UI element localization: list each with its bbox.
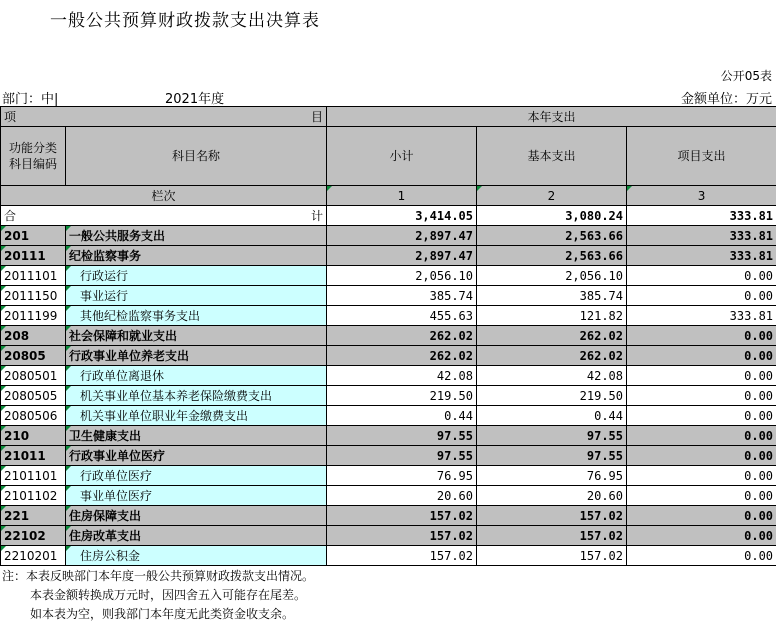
row-code: 2101102	[1, 486, 66, 506]
form-code: 公开05表	[721, 67, 772, 84]
row-name: 事业单位医疗	[66, 486, 327, 506]
header-subject-name: 科目名称	[66, 127, 327, 186]
row-name: 行政单位离退休	[66, 366, 327, 386]
total-project: 333.81	[627, 206, 776, 226]
row-name: 一般公共服务支出	[66, 226, 327, 246]
row-code: 208	[1, 326, 66, 346]
row-name: 住房公积金	[66, 546, 327, 566]
row-subtotal: 2,897.47	[327, 226, 477, 246]
row-basic: 97.55	[477, 426, 627, 446]
header-col-1: 1	[327, 186, 477, 206]
table-row	[1, 286, 776, 306]
row-name: 行政运行	[66, 266, 327, 286]
row-basic: 20.60	[477, 486, 627, 506]
row-code: 20805	[1, 346, 66, 366]
note-2: 本表金额转换成万元时，因四舍五入可能存在尾差。	[2, 586, 314, 605]
header-col-index: 栏次	[1, 186, 327, 206]
expenditure-table	[0, 106, 776, 566]
row-basic: 262.02	[477, 346, 627, 366]
row-name: 住房保障支出	[66, 506, 327, 526]
row-project: 0.00	[627, 406, 776, 426]
total-row	[1, 206, 776, 226]
row-name: 机关事业单位职业年金缴费支出	[66, 406, 327, 426]
row-name: 其他纪检监察事务支出	[66, 306, 327, 326]
row-subtotal: 157.02	[327, 526, 477, 546]
row-subtotal: 0.44	[327, 406, 477, 426]
row-basic: 97.55	[477, 446, 627, 466]
note-3: 如本表为空，则我部门本年度无此类资金收支余。	[2, 605, 314, 624]
row-subtotal: 97.55	[327, 426, 477, 446]
row-code: 2080505	[1, 386, 66, 406]
row-basic: 0.44	[477, 406, 627, 426]
row-code: 21011	[1, 446, 66, 466]
row-project: 0.00	[627, 346, 776, 366]
table-row	[1, 366, 776, 386]
table-row	[1, 446, 776, 466]
row-basic: 157.02	[477, 506, 627, 526]
table-row	[1, 346, 776, 366]
row-subtotal: 157.02	[327, 546, 477, 566]
row-basic: 76.95	[477, 466, 627, 486]
row-project: 0.00	[627, 266, 776, 286]
row-code: 2101101	[1, 466, 66, 486]
row-project: 333.81	[627, 306, 776, 326]
row-basic: 262.02	[477, 326, 627, 346]
row-name: 行政事业单位医疗	[66, 446, 327, 466]
header-basic: 基本支出	[477, 127, 627, 186]
row-code: 2011150	[1, 286, 66, 306]
row-project: 333.81	[627, 246, 776, 266]
total-subtotal: 3,414.05	[327, 206, 477, 226]
row-subtotal: 385.74	[327, 286, 477, 306]
row-name: 卫生健康支出	[66, 426, 327, 446]
row-subtotal: 2,897.47	[327, 246, 477, 266]
row-code: 2011199	[1, 306, 66, 326]
unit-label: 金额单位：万元	[681, 88, 772, 107]
row-basic: 2,056.10	[477, 266, 627, 286]
note-1: 注：本表反映部门本年度一般公共预算财政拨款支出情况。	[2, 567, 314, 586]
row-subtotal: 219.50	[327, 386, 477, 406]
row-basic: 121.82	[477, 306, 627, 326]
row-basic: 2,563.66	[477, 226, 627, 246]
row-project: 0.00	[627, 326, 776, 346]
row-project: 0.00	[627, 446, 776, 466]
row-project: 0.00	[627, 546, 776, 566]
table-row	[1, 486, 776, 506]
notes	[2, 567, 314, 624]
row-basic: 2,563.66	[477, 246, 627, 266]
table-row	[1, 266, 776, 286]
row-code: 20111	[1, 246, 66, 266]
table-row	[1, 246, 776, 266]
row-name: 行政单位医疗	[66, 466, 327, 486]
row-basic: 385.74	[477, 286, 627, 306]
total-label	[1, 206, 327, 226]
total-basic: 3,080.24	[477, 206, 627, 226]
row-project: 333.81	[627, 226, 776, 246]
row-subtotal: 97.55	[327, 446, 477, 466]
row-subtotal: 455.63	[327, 306, 477, 326]
row-name: 纪检监察事务	[66, 246, 327, 266]
row-subtotal: 2,056.10	[327, 266, 477, 286]
row-code: 2210201	[1, 546, 66, 566]
row-name: 行政事业单位养老支出	[66, 346, 327, 366]
row-project: 0.00	[627, 526, 776, 546]
header-project: 项目支出	[627, 127, 776, 186]
header-subtotal: 小计	[327, 127, 477, 186]
row-subtotal: 262.02	[327, 346, 477, 366]
table-row	[1, 466, 776, 486]
row-project: 0.00	[627, 366, 776, 386]
table-row	[1, 386, 776, 406]
total-label-left: 合	[4, 207, 16, 224]
header-item-right: 目	[311, 108, 323, 125]
table-row	[1, 546, 776, 566]
row-code: 210	[1, 426, 66, 446]
table-row	[1, 326, 776, 346]
table-row	[1, 426, 776, 446]
row-basic: 219.50	[477, 386, 627, 406]
row-basic: 157.02	[477, 526, 627, 546]
row-project: 0.00	[627, 486, 776, 506]
row-project: 0.00	[627, 286, 776, 306]
header-col-3: 3	[627, 186, 776, 206]
table-row	[1, 406, 776, 426]
row-code: 2080501	[1, 366, 66, 386]
row-project: 0.00	[627, 506, 776, 526]
row-name: 社会保障和就业支出	[66, 326, 327, 346]
row-project: 0.00	[627, 426, 776, 446]
header-current-year: 本年支出	[327, 107, 776, 127]
table-row	[1, 226, 776, 246]
year-label: 2021年度	[165, 88, 224, 107]
table-row	[1, 306, 776, 326]
header-item-left: 项	[4, 108, 16, 125]
table-row	[1, 526, 776, 546]
row-name: 机关事业单位基本养老保险缴费支出	[66, 386, 327, 406]
table-row	[1, 506, 776, 526]
row-name: 事业运行	[66, 286, 327, 306]
row-subtotal: 42.08	[327, 366, 477, 386]
row-code: 2011101	[1, 266, 66, 286]
row-code: 22102	[1, 526, 66, 546]
row-basic: 157.02	[477, 546, 627, 566]
row-subtotal: 157.02	[327, 506, 477, 526]
header-item	[1, 107, 327, 127]
row-code: 201	[1, 226, 66, 246]
row-code: 221	[1, 506, 66, 526]
total-label-right: 计	[311, 207, 323, 224]
header-func-code-text: 功能分类 科目编码	[4, 140, 62, 172]
page-title: 一般公共预算财政拨款支出决算表	[50, 6, 320, 31]
row-name: 住房改革支出	[66, 526, 327, 546]
department-label: 部门：中|	[2, 88, 58, 107]
row-code: 2080506	[1, 406, 66, 426]
row-project: 0.00	[627, 466, 776, 486]
row-subtotal: 76.95	[327, 466, 477, 486]
row-project: 0.00	[627, 386, 776, 406]
row-basic: 42.08	[477, 366, 627, 386]
row-subtotal: 262.02	[327, 326, 477, 346]
header-func-code	[1, 127, 66, 186]
header-col-2: 2	[477, 186, 627, 206]
row-subtotal: 20.60	[327, 486, 477, 506]
